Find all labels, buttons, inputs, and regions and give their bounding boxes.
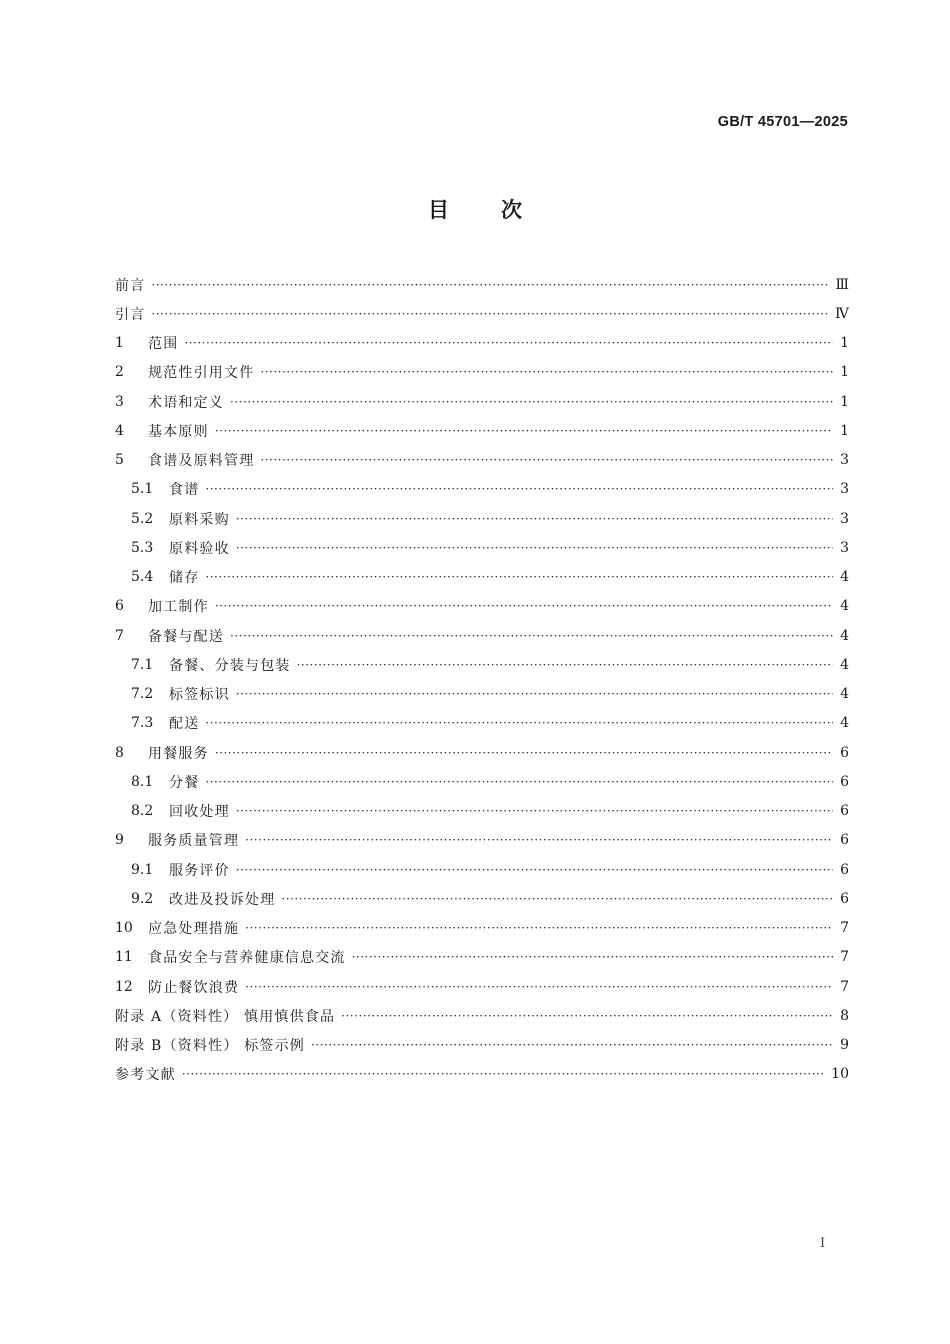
toc-entry-label: 用餐服务 xyxy=(148,745,209,762)
toc-entry[interactable] xyxy=(115,680,849,709)
toc-entry-label: 范围 xyxy=(148,336,179,353)
toc-dot-leader xyxy=(311,1038,833,1052)
toc-dot-leader xyxy=(260,453,833,467)
toc-dot-leader xyxy=(205,570,833,584)
toc-entry-label: 参考文献 xyxy=(115,1067,176,1084)
toc-entry[interactable] xyxy=(115,533,849,562)
toc-entry-label: 食品安全与营养健康信息交流 xyxy=(148,950,346,967)
toc-entry-page: 10 xyxy=(831,1066,849,1083)
toc-entry-number: 5.4 xyxy=(131,569,154,586)
toc-entry-page: 7 xyxy=(840,949,849,966)
toc-entry-label: 原料采购 xyxy=(169,511,230,528)
toc-entry-number: 2 xyxy=(115,364,124,381)
toc-entry[interactable] xyxy=(115,563,849,592)
toc-dot-leader xyxy=(236,687,833,701)
toc-entry-page: 4 xyxy=(840,569,849,586)
toc-dot-leader xyxy=(151,307,829,321)
toc-entry[interactable] xyxy=(115,592,849,621)
toc-dot-leader xyxy=(260,365,833,379)
toc-entry[interactable] xyxy=(115,855,849,884)
toc-entry[interactable] xyxy=(115,299,849,328)
toc-entry[interactable] xyxy=(115,767,849,796)
toc-dot-leader xyxy=(236,863,833,877)
toc-entry[interactable] xyxy=(115,738,849,767)
toc-entry-number: 7.2 xyxy=(131,686,154,703)
toc-entry-number: 7.1 xyxy=(131,656,154,673)
toc-entry-page: 1 xyxy=(840,364,849,381)
toc-entry-number: 5.1 xyxy=(131,481,154,498)
toc-entry-number: 8.2 xyxy=(131,803,154,820)
toc-dot-leader xyxy=(341,1009,833,1023)
toc-entry-label: 储存 xyxy=(169,570,200,587)
toc-entry-label: 基本原则 xyxy=(148,423,209,440)
toc-entry-number: 11 xyxy=(115,949,133,966)
toc-dot-leader xyxy=(205,482,833,496)
toc-entry-number: 8 xyxy=(115,744,124,761)
toc-entry-page: 3 xyxy=(840,510,849,527)
page-number: Ⅰ xyxy=(820,1236,826,1251)
toc-entry-label: 前言 xyxy=(115,277,146,294)
toc-entry-page: Ⅳ xyxy=(835,305,849,322)
toc-entry-page: 3 xyxy=(840,481,849,498)
toc-dot-leader xyxy=(184,336,833,350)
toc-dot-leader xyxy=(230,395,833,409)
toc-entry-page: 4 xyxy=(840,715,849,732)
toc-entry[interactable] xyxy=(115,943,849,972)
toc-entry-page: 4 xyxy=(840,656,849,673)
toc-entry[interactable] xyxy=(115,387,849,416)
toc-entry-label: 改进及投诉处理 xyxy=(169,891,276,908)
toc-entry-number: 5 xyxy=(115,452,124,469)
toc-entry[interactable] xyxy=(115,1031,849,1060)
toc-entry[interactable] xyxy=(115,884,849,913)
toc-entry-page: 4 xyxy=(840,627,849,644)
toc-entry-number: 10 xyxy=(115,920,133,937)
toc-entry-page: 1 xyxy=(840,422,849,439)
standard-number: GB/T 45701—2025 xyxy=(717,114,848,130)
toc-entry-label: 附录 B（资料性） 标签示例 xyxy=(115,1038,305,1055)
toc-entry-label: 分餐 xyxy=(169,774,200,791)
toc-entry-page: 4 xyxy=(840,686,849,703)
toc-entry-page: 9 xyxy=(840,1037,849,1054)
toc-entry[interactable] xyxy=(115,621,849,650)
toc-entry-page: 6 xyxy=(840,832,849,849)
toc-entry-page: 3 xyxy=(840,452,849,469)
table-of-contents xyxy=(115,270,849,1089)
toc-entry-label: 食谱及原料管理 xyxy=(148,453,255,470)
toc-entry-number: 12 xyxy=(115,978,133,995)
toc-dot-leader xyxy=(215,424,833,438)
toc-entry[interactable] xyxy=(115,504,849,533)
toc-entry[interactable] xyxy=(115,826,849,855)
toc-dot-leader xyxy=(245,980,833,994)
toc-entry[interactable] xyxy=(115,914,849,943)
toc-entry-label: 服务评价 xyxy=(169,862,230,879)
toc-dot-leader xyxy=(230,629,833,643)
toc-entry[interactable] xyxy=(115,1060,849,1089)
toc-dot-leader xyxy=(215,599,833,613)
toc-entry-number: 7 xyxy=(115,627,124,644)
toc-entry-page: 6 xyxy=(840,773,849,790)
toc-dot-leader xyxy=(281,892,833,906)
toc-entry-label: 食谱 xyxy=(169,482,200,499)
toc-entry-number: 9 xyxy=(115,832,124,849)
toc-entry[interactable] xyxy=(115,650,849,679)
toc-entry-label: 应急处理措施 xyxy=(148,921,240,938)
toc-entry-page: 7 xyxy=(840,920,849,937)
toc-dot-leader xyxy=(236,804,833,818)
toc-entry-label: 附录 A（资料性） 慎用慎供食品 xyxy=(115,1008,336,1025)
toc-entry[interactable] xyxy=(115,329,849,358)
toc-dot-leader xyxy=(215,746,833,760)
toc-entry-page: 8 xyxy=(840,1007,849,1024)
toc-entry-page: 6 xyxy=(840,861,849,878)
toc-entry-page: 1 xyxy=(840,335,849,352)
toc-entry-label: 回收处理 xyxy=(169,804,230,821)
toc-entry-label: 标签标识 xyxy=(169,687,230,704)
toc-entry-label: 防止餐饮浪费 xyxy=(148,979,240,996)
toc-entry-number: 6 xyxy=(115,598,124,615)
toc-dot-leader xyxy=(236,541,833,555)
toc-dot-leader xyxy=(245,833,833,847)
toc-entry-label: 备餐与配送 xyxy=(148,628,224,645)
toc-entry-page: 6 xyxy=(840,744,849,761)
toc-entry[interactable] xyxy=(115,358,849,387)
toc-entry[interactable] xyxy=(115,446,849,475)
toc-entry-page: 3 xyxy=(840,539,849,556)
toc-entry-page: Ⅲ xyxy=(835,276,849,293)
toc-dot-leader xyxy=(236,512,833,526)
toc-entry-page: 1 xyxy=(840,393,849,410)
toc-entry-label: 备餐、分装与包装 xyxy=(169,657,291,674)
toc-entry-number: 3 xyxy=(115,393,124,410)
page-title: 目次 xyxy=(428,198,574,222)
toc-entry-page: 7 xyxy=(840,978,849,995)
toc-entry[interactable] xyxy=(115,972,849,1001)
toc-entry-number: 8.1 xyxy=(131,773,154,790)
toc-entry[interactable] xyxy=(115,797,849,826)
toc-entry-label: 术语和定义 xyxy=(148,394,224,411)
toc-entry-number: 9.2 xyxy=(131,890,154,907)
toc-entry-page: 6 xyxy=(840,890,849,907)
toc-entry[interactable] xyxy=(115,709,849,738)
toc-entry-label: 引言 xyxy=(115,306,146,323)
toc-entry-page: 6 xyxy=(840,803,849,820)
toc-entry-label: 规范性引用文件 xyxy=(148,365,255,382)
toc-entry-number: 5.3 xyxy=(131,539,154,556)
toc-entry-number: 7.3 xyxy=(131,715,154,732)
toc-entry-page: 4 xyxy=(840,598,849,615)
toc-entry[interactable] xyxy=(115,475,849,504)
toc-dot-leader xyxy=(352,950,833,964)
toc-entry-number: 5.2 xyxy=(131,510,154,527)
toc-entry-label: 配送 xyxy=(169,716,200,733)
toc-entry[interactable] xyxy=(115,270,849,299)
toc-entry[interactable] xyxy=(115,416,849,445)
toc-dot-leader xyxy=(182,1067,825,1081)
toc-dot-leader xyxy=(205,716,833,730)
toc-dot-leader xyxy=(151,278,829,292)
toc-entry-number: 4 xyxy=(115,422,124,439)
toc-entry-label: 原料验收 xyxy=(169,540,230,557)
toc-entry-label: 服务质量管理 xyxy=(148,833,240,850)
toc-entry-label: 加工制作 xyxy=(148,599,209,616)
toc-dot-leader xyxy=(205,775,833,789)
toc-entry-number: 1 xyxy=(115,335,124,352)
toc-entry-number: 9.1 xyxy=(131,861,154,878)
toc-entry[interactable] xyxy=(115,1001,849,1030)
toc-dot-leader xyxy=(297,658,833,672)
toc-dot-leader xyxy=(245,921,833,935)
